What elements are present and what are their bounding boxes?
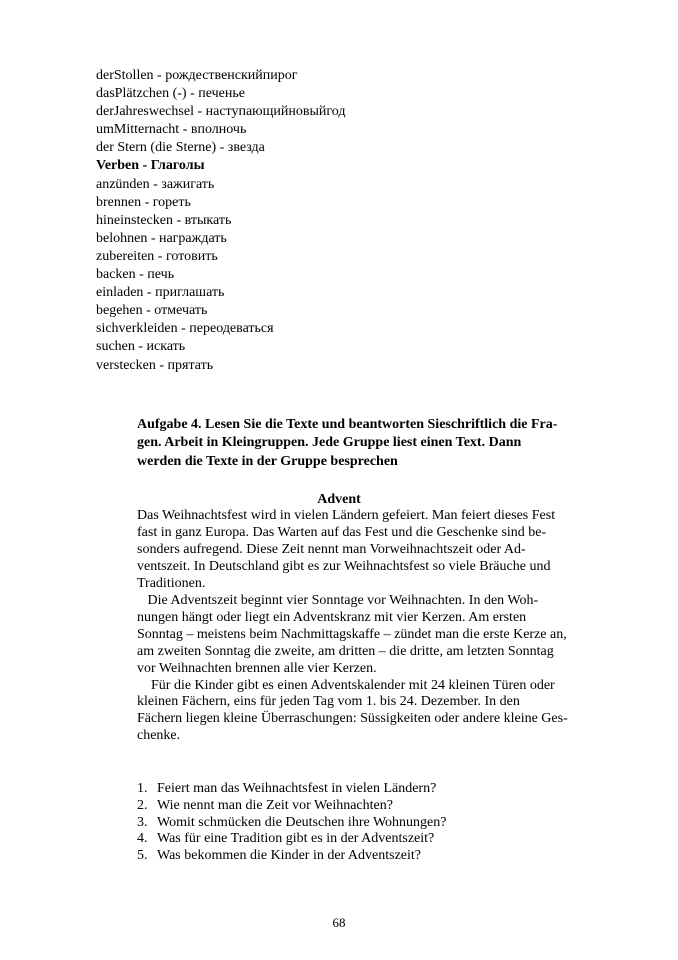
vocab-entry: sichverkleiden - переодеваться xyxy=(96,321,274,337)
text-line: Traditionen. xyxy=(137,575,206,591)
vocab-entry: begehen - отмечать xyxy=(96,303,208,319)
vocab-section-heading: Verben - Глаголы xyxy=(96,158,205,174)
vocab-entry: umMitternacht - вполночь xyxy=(96,122,247,138)
list-item xyxy=(137,781,446,798)
question-number: 5. xyxy=(137,848,148,864)
question-text: Was für eine Tradition gibt es in der Adventszeit? xyxy=(157,831,435,847)
vocabulary-list xyxy=(96,67,346,375)
list-item xyxy=(137,848,446,865)
question-text: Was bekommen die Kinder in der Adventszeit? xyxy=(157,848,422,864)
question-list xyxy=(137,781,446,865)
vocab-entry: anzünden - зажигать xyxy=(96,176,215,192)
list-item xyxy=(137,831,446,848)
text-line: Sonntag – meistens beim Nachmittagskaffe – zündet man die erste Kerze an, xyxy=(137,626,567,642)
text-line: Für die Kinder gibt es einen Adventskalender mit 24 kleinen Türen oder xyxy=(137,677,555,693)
question-text: Feiert man das Weihnachtsfest in vielen Ländern? xyxy=(157,781,437,796)
text-title: Advent xyxy=(317,492,361,507)
vocab-entry: dasPlätzchen (-) - печенье xyxy=(96,86,245,102)
question-text: Womit schmücken die Deutschen ihre Wohnungen? xyxy=(157,814,447,830)
question-number: 4. xyxy=(137,831,148,847)
text-line: nungen hängt oder liegt ein Adventskranz mit vier Kerzen. Am ersten xyxy=(137,609,527,625)
vocab-entry: brennen - гореть xyxy=(96,194,191,210)
question-number: 2. xyxy=(137,797,148,813)
text-line: ventszeit. In Deutschland gibt es zur Weihnachtsfest so viele Bräuche und xyxy=(137,558,551,574)
text-line: Fächern liegen kleine Überraschungen: Süssigkeiten oder andere kleine Ges- xyxy=(137,711,568,727)
text-line: am zweiten Sonntag die zweite, am dritten – die dritte, am letzten Sonntag xyxy=(137,643,554,659)
reading-text xyxy=(137,508,568,745)
text-line: kleinen Fächern, eins für jeden Tag vom 1. bis 24. Dezember. In den xyxy=(137,694,520,710)
vocab-entry: verstecken - прятать xyxy=(96,357,214,373)
vocab-entry: suchen - искать xyxy=(96,339,186,355)
task-line: gen. Arbeit in Kleingruppen. Jede Gruppe liest einen Text. Dann xyxy=(137,435,522,451)
question-number: 1. xyxy=(137,781,148,796)
text-line: sonders aufregend. Diese Zeit nennt man Vorweihnachtszeit oder Ad- xyxy=(137,541,526,557)
question-number: 3. xyxy=(137,814,148,830)
question-text: Wie nennt man die Zeit vor Weihnachten? xyxy=(157,797,393,813)
text-line: chenke. xyxy=(137,728,181,744)
list-item xyxy=(137,815,446,832)
list-item xyxy=(137,798,446,815)
text-line: Die Adventszeit beginnt vier Sonntage vor Weihnachten. In den Woh- xyxy=(137,592,539,608)
text-line: vor Weihnachten brennen alle vier Kerzen. xyxy=(137,660,377,676)
vocab-entry: derJahreswechsel - наступающийновыйгод xyxy=(96,104,346,120)
vocab-entry: der Stern (die Sterne) - звезда xyxy=(96,140,265,156)
task-line: Aufgabe 4. Lesen Sie die Texte und beantworten Sieschriftlich die Fra- xyxy=(137,417,558,432)
vocab-entry: zubereiten - готовить xyxy=(96,248,218,264)
task-line: werden die Texte in der Gruppe besprechen xyxy=(137,453,398,469)
text-line: Das Weihnachtsfest wird in vielen Ländern gefeiert. Man feiert dieses Fest xyxy=(137,508,556,523)
vocab-entry: einladen - приглашать xyxy=(96,285,225,301)
vocab-entry: hineinstecken - втыкать xyxy=(96,212,232,228)
vocab-entry: derStollen - рождественскийпирог xyxy=(96,68,298,83)
vocab-entry: belohnen - награждать xyxy=(96,230,227,246)
text-line: fast in ganz Europa. Das Warten auf das Fest und die Geschenke sind be- xyxy=(137,524,547,540)
page-number: 68 xyxy=(332,915,346,930)
task-instruction xyxy=(137,416,592,471)
vocab-entry: backen - печь xyxy=(96,267,175,283)
